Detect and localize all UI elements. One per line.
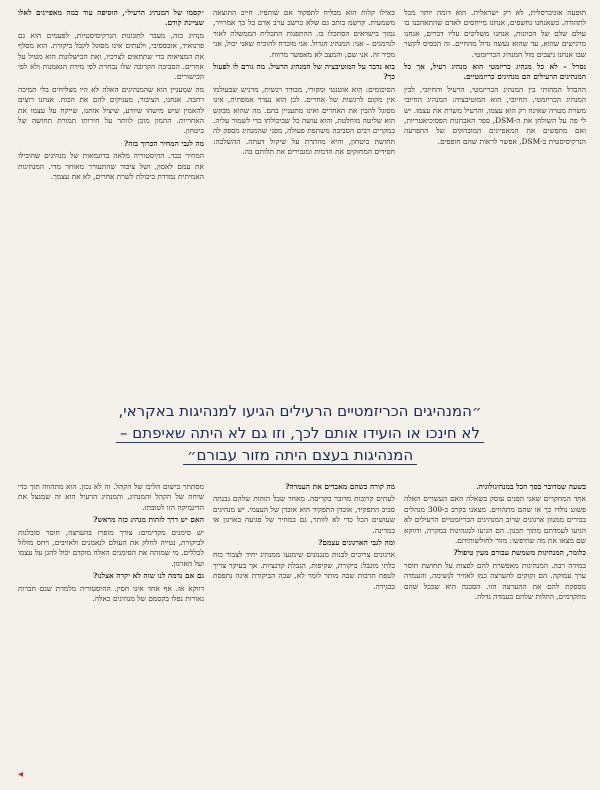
article-paragraph: יש סימנים מקדימים: צורך מופרז בהערצה, חוסר סובלנות לביקורת, נטייה לחלק את העולם לנאמנים ולאויבים, ויחס מזלזל לכללים. מי שמזהה את הסימנים האלה מוקדם יכול להגן על עצמו ועל הארגון. <box>18 527 204 568</box>
article-subheading: גם אם נדמה לנו שזה לא יקרה אצלנו? <box>93 571 204 581</box>
article-paragraph: כאילו קלות הוא מבליח לתפקוד אם שותפיו. חייב התוצאה משמעית. קרשמ כותב גם שלא כרשב ערב אדם בל כך אמרויר, נמוך בישראים הסתכלו בו. ההתפנות התכלית הממשלה לאור לגרמנים – אני: המנהיג הגדול. אני מוכרח להוכיח שאני יכול, אני מכיר זה. אני שם, והמצב לא מאפשר מרווח. <box>213 8 395 59</box>
pull-quote-line-1: ״המנהיגים הכריזמטיים הרעילים הגיעו למנהיגות באקראי, <box>118 402 482 420</box>
article-paragraph: דווקא אז. אף אחד אינו חסין. ההיסטוריה מלמדת שגם חברות נאורות נפלו בקסמם של מנהיגים כאלה. <box>18 583 204 604</box>
article-column-top-left <box>18 8 204 390</box>
article-subheading: מה לגבי המחיר הכרוך בזה? <box>123 138 204 148</box>
article-paragraph: מה שמעניין הוא שהמנהיגים האלה לא היו מצליחים בלי תמיכה רחבה. אנחנו, הציבור, מעניקים להם את הכוח. אנחנו רוצים להאמין שיש מישהו שיודע, שיציל אותנו, שייקח על עצמו את האחריות. ההמון מוכן לוותר על חירותו תמורת תחושה של ביטחון. <box>18 84 204 136</box>
page-end-marker: ◂ <box>18 769 24 780</box>
article-paragraph: תופעה אוניברסלית, לא רק ישראלית. הוא דומה יותר מכל לתהודה. כשאנחנו נחשפים, אנחנו מייחסים לאדם שהתאהבנו בו עולם שלם של הכוונות, אנחנו משליכים עליו דברים, אנחנו מרגישים שהוא, עד שהוא נעשה גדול מהחיים. זה הבסיס לקשר שבו אנחנו ניצבים מול המנהיג הכריזמטי. <box>404 8 586 59</box>
article-subheading: מה קורה כשהם מאבדים את העמדה? <box>285 482 395 491</box>
article-subheading: בוא נדבר על המוטיבציה של המנהיג הרעיל. מה גורם לו לפעול כך? <box>213 62 395 82</box>
article-paragraph: אחד המחקרים שאני הפנים עוסק בשאלה האם העשויים האלה פשוט נולדו כך או שהם מתהווים. מצאנו בקרב כ-300 מנהלים בכירים ממגוון ארגונים שרוב המנהיגים הכריזמטיים הרעילים לא הגיעו לעמדתם מתוך תכנון. הם הגיעו למנהיגות במקרה, ודווקא שם מצאו את מה שחיפשו: מזור לחולשותיהם. <box>404 494 586 546</box>
pull-quote <box>20 400 580 470</box>
article-column-top-right <box>404 8 586 390</box>
article-paragraph: ההבדל המהותי בין המנהיג הכריזמטי, הרעיל והחיובי, לבין המנהיג הכריזמטי, החיובי, הוא המוטיבציה: המנהיג החיובי משרת מטרה שאינה רק הוא עצמו, והרעיל משרת את עצמו. יש לי פה על השולחן את ה-DSM, ספר האבחנות הפסיכיאטריות, ואם מחפשים את המאפיינים המובהקים של ההפרעה הנרקיסיסטית ב-DSM, אפשר לראות שהם חופפים. <box>404 84 586 146</box>
article-subheading: ״קסמו של המנהיג הרעיל״, הוסיפה עוד כמה מאפיינים לאלו שציינת קודם. <box>18 8 204 28</box>
article-subheading: ומה לגבי הארגונים עצמם? <box>318 538 395 548</box>
article-paragraph: במידה רבה. המנהיגות מאפשרת להם לפצות על תחושת חוסר ערך עמוקה. הם זקוקים להערצה כמו לאוויר לנשימה, והעמדה מספקת להם את ההערצה הזו. הסכנה היא שככל שהם מתקדמים, התלות שלהם בעמדה גדלה. <box>404 560 586 602</box>
article-subheading: האם יש דרך לזהות מנהיג כזה מראש? <box>93 515 204 525</box>
article-column-bottom-middle <box>213 482 395 782</box>
pull-quote-line-2: לא חינכו או הועידו אותם לכך, וזו גם לא היתה שאיפתם – <box>116 424 484 443</box>
article-paragraph: מסתתר בישום הליבו של הקהל. זה לא נכון. הוא מתהווה תוך כדי שיחה של הקהל והמנהיג, והמנהיג הרעיל הוא זה שמנצל את הדינמיקה הזו לטובתו. <box>18 482 204 512</box>
article-subheading: כלומר, המנהיגות משמשת עבורם מעין טיפול? <box>453 548 586 558</box>
article-column-bottom-right <box>404 482 586 782</box>
article-paragraph: המחיר כבד. ההיסטוריה מלאה בדוגמאות של מנהיגים שהובילו את עמם לאסון, ושל ציבור שהתעורר מאוחר מדי. המנהיגות האמיתית נמדדת ביכולת לשרת אחרים, לא את עצמך. <box>18 151 204 182</box>
article-column-bottom-left <box>18 482 204 782</box>
article-paragraph: הסיכומים: הוא אוטנטי ומקורי, מבודד רגשית, מרגיש שבעולמו אין מקום לרגשות של אחרים. לכן הוא נעדר אמפתיה, אינו מסוגל להבין את האחרים ואינו מתעניין בהם. מה שהוא מבקש הוא שליטה מוחלטת, והוא עושה כל שביכולתו כדי לשמור עליה. במקרים רבים הסביבה משתפת פעולה, מפני שהמנהיג מספק לה תחושת ביטחון, והיא מוותרת על שיקול דעתה. ההשלכה: חסידים המחזקים את הדמות ומגבירים את תלותם בה. <box>213 84 395 157</box>
article-subheading: נסרל – לא כל מנהיג כריזמטי הוא מנהיג רעיל, אך כל המנהיגים הרעילים הם מנהיגים כריזמטיים. <box>404 62 586 82</box>
article-subheading: בשעה שמדובר בסך הכל במנהיגולוגיה. <box>476 482 586 491</box>
pull-quote-line-3: המנהיגות בעצם היתה מזור עבורם״ <box>183 446 417 465</box>
article-paragraph: ארגונים צריכים לבנות מנגנונים שימנעו ממנהיג יחיד לצבור כוח בלתי מוגבל: ביקורת, שקיפות, הגבלת קדנציות. אך בעיקר צריך לטפח תרבות שבה מותר לומר לא, שבה הביקורת אינה נתפסת כבגידה. <box>213 550 395 591</box>
article-column-top-middle <box>213 8 395 390</box>
article-paragraph: מנהיג כזה, מעבר לתכונות הנרקיסיסטיות, לפעמים הוא גם פרנואיד, אובססיבי, ולעתים אינו מסוגל לקבל ביקורת. הוא מסלף את המציאות כדי שתתאים לצרכיו, ואת הכישלונות הוא מטיל על אחרים. הסביבה הקרובה שלו נבחרת לפי מידת הנאמנות ולא לפי הכישורים. <box>18 30 204 82</box>
article-paragraph: לעתים קרובות מדובר בקריסה. מאחר שכל הזהות שלהם נבנתה סביב התפקיד, אובדן התפקיד הוא אובדן של העצמי. יש מנהיגים שעושים הכל כדי לא לוותר, גם במחיר של פגיעה בארגון או במדינה. <box>213 494 395 535</box>
